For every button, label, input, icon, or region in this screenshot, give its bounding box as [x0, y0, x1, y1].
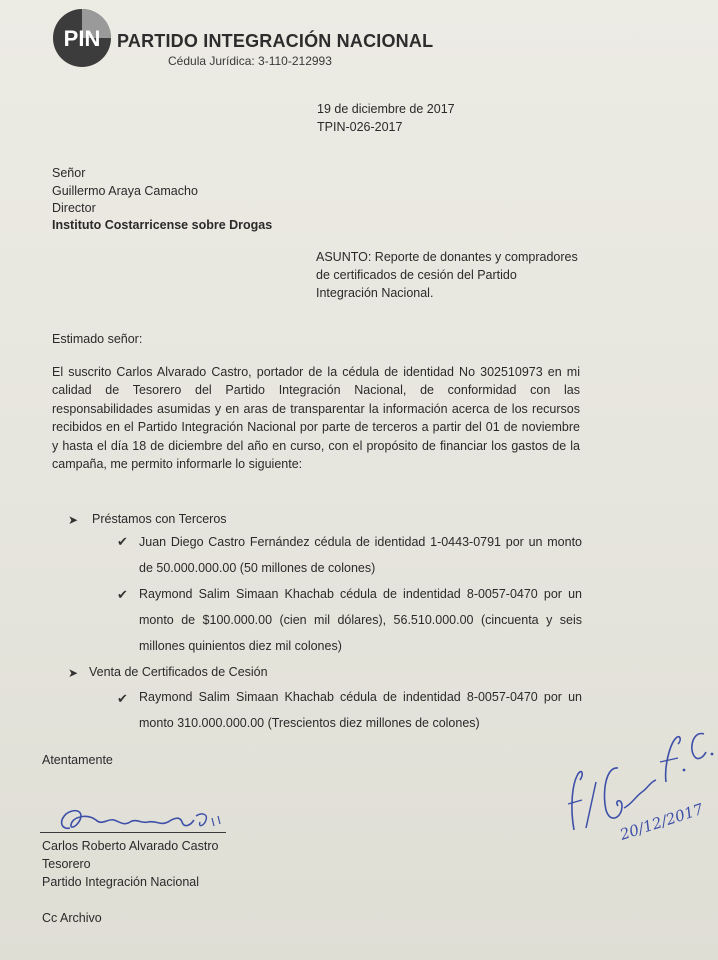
party-name: PARTIDO INTEGRACIÓN NACIONAL	[117, 31, 434, 51]
section-heading: Venta de Certificados de Cesión	[89, 665, 268, 679]
greeting: Estimado señor:	[52, 332, 143, 346]
recipient-institution: Instituto Costarricense sobre Drogas	[52, 218, 273, 232]
section-heading: Préstamos con Terceros	[92, 512, 227, 526]
body-paragraph: El suscrito Carlos Alvarado Castro, portador de la cédula de identidad No 302510973 en mi calidad de Tesorero del Partido Integración Nacional, de conformidad con las responsabilidades asumidas y en aras de transparentar la información acerca de los recursos recibidos en el Partido Integración Nacional por parte de terceros a partir del 01 de noviembre y hasta el día 18 de diciembre del año en curso, con el propósito de financiar los gastos de la campaña, me permito informarle lo siguiente:	[52, 365, 580, 472]
checkmark-icon: ✔	[117, 534, 128, 549]
subject: ASUNTO: Reporte de donantes y compradores de certificados de cesión del Partido Integración Nacional.	[316, 250, 578, 300]
signature-line	[40, 832, 226, 833]
handwritten-date: 20/12/2017	[617, 799, 706, 844]
closing: Atentamente	[42, 753, 113, 767]
signer-name: Carlos Roberto Alvarado Castro	[42, 839, 219, 853]
checkmark-icon: ✔	[117, 587, 128, 602]
handwritten-receipt	[552, 712, 718, 852]
cc-archivo: Cc Archivo	[42, 911, 102, 925]
cedula-juridica: Cédula Jurídica: 3-110-212993	[168, 54, 332, 68]
letter-date: 19 de diciembre de 2017	[317, 102, 455, 116]
logo-text: PIN	[63, 26, 101, 51]
letter-reference: TPIN-026-2017	[317, 120, 403, 134]
arrowhead-icon: ➤	[68, 666, 79, 680]
list-item: Raymond Salim Simaan Khachab cédula de indentidad 8-0057-0470 por un monto de $100.000.00 (cien mil dólares), 56.510.000.00 (cincuenta y seis millones quinientos diez mil colones)	[139, 587, 582, 653]
checkmark-icon: ✔	[117, 691, 128, 706]
recipient-name: Guillermo Araya Camacho	[52, 184, 198, 198]
recipient-title: Director	[52, 201, 96, 215]
signer-role: Tesorero	[42, 857, 91, 871]
party-logo	[52, 8, 112, 68]
arrowhead-icon: ➤	[68, 513, 79, 527]
list-item: Juan Diego Castro Fernández cédula de identidad 1-0443-0791 por un monto de 50.000.000.00 (50 millones de colones)	[139, 535, 582, 575]
recipient-salutation: Señor	[52, 166, 86, 180]
signer-organization: Partido Integración Nacional	[42, 875, 200, 889]
list-item: Raymond Salim Simaan Khachab cédula de indentidad 8-0057-0470 por un monto 310.000.000.00 (Trescientos diez millones de colones)	[139, 690, 582, 730]
signature-mark	[40, 800, 240, 840]
